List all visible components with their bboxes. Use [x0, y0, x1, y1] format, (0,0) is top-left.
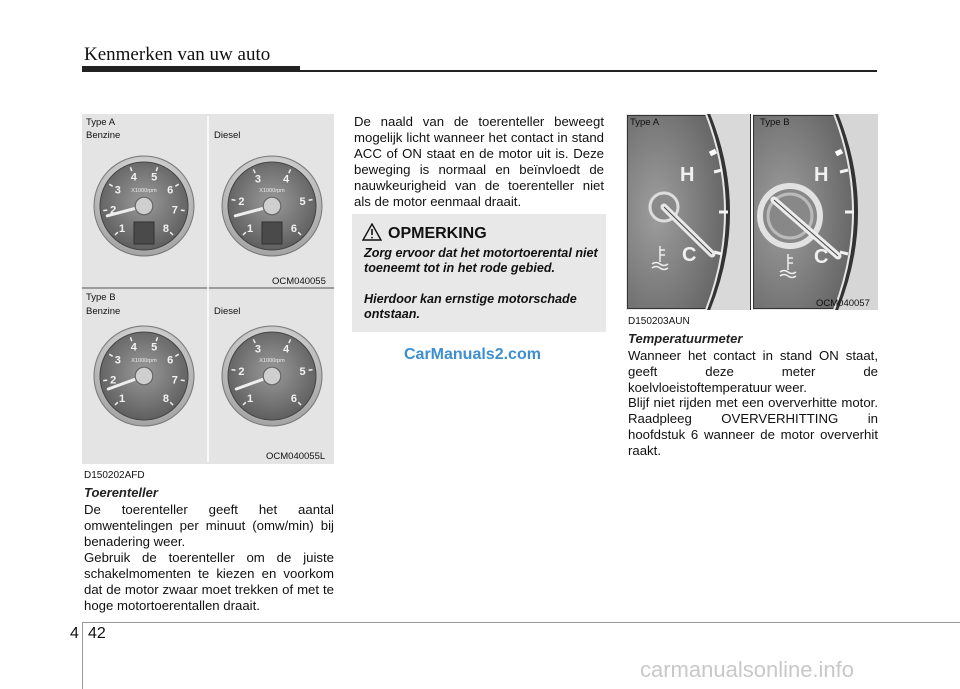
tachometer-paragraph-1: De toerenteller geeft het aantal omwentelingen per minuut (omw/min) bij benadering weer. [84, 502, 334, 549]
hot-marker-b: H [814, 164, 829, 186]
footer-watermark: carmanualsonline.info [640, 657, 855, 682]
dial-tick-label: 7 [171, 374, 178, 387]
dial-tick-label: 1 [119, 222, 126, 235]
dial-tick-label: 5 [299, 196, 306, 209]
dial-tick-label: 1 [119, 392, 126, 405]
tachometer-benzine-type-b [94, 326, 194, 426]
dial-tick-label: 1 [247, 222, 254, 235]
note-title: OPMERKING [388, 225, 487, 242]
temperature-gauge-illustration [626, 114, 878, 310]
section-title-temperature: Temperatuurmeter [628, 331, 743, 346]
cold-marker-a: C [682, 244, 697, 266]
dial-tick-label: 1 [247, 392, 254, 405]
needle-movement-paragraph: De naald van de toerenteller beweegt mogelijk licht wanneer het contact in stand ACC of ON staat en de motor uit is. Deze beweging is normaal en beïnvloedt de nauwkeurigheid van de toerenteller niet als de motor eenmaal draait. [354, 114, 604, 209]
figure-code-temp: OCM040057 [816, 298, 870, 309]
temp-type-b-label: Type B [760, 117, 790, 128]
benzine-label-b: Benzine [86, 306, 121, 317]
dial-tick-label: 2 [110, 204, 117, 217]
dial-tick-label: 8 [162, 222, 169, 235]
dial-tick-label: 3 [254, 173, 261, 186]
dial-tick-label: 5 [299, 366, 306, 379]
type-a-label: Type A [86, 117, 116, 128]
footer-rule [82, 622, 960, 623]
dial-tick-label: 3 [114, 184, 121, 197]
dial-tick-label: 8 [162, 392, 169, 405]
section-code-tachometer: D150202AFD [84, 470, 145, 481]
cold-marker-b: C [814, 246, 829, 268]
tachometer-paragraph-2: Gebruik de toerenteller om de juiste schakelmomenten te kiezen en voorkom dat de motor zwaar moet trekken of met te hoge motortoerentallen draait. [84, 550, 334, 613]
dial-tick-label: 2 [238, 366, 245, 379]
dial-tick-label: 7 [171, 204, 178, 217]
dial-tick-label: 4 [130, 171, 137, 184]
section-title-tachometer: Toerenteller [84, 485, 158, 500]
page-number: 42 [88, 625, 106, 642]
dial-tick-label: 4 [283, 343, 290, 356]
note-box [352, 214, 606, 332]
warning-triangle-icon [362, 223, 382, 241]
hot-marker-a: H [680, 164, 695, 186]
temperature-gauge-figure [626, 114, 878, 310]
figure-code-b: OCM040055L [266, 451, 326, 462]
temp-type-a-label: Type A [630, 117, 660, 128]
section-code-temperature: D150203AUN [628, 316, 690, 327]
dial-tick-label: 4 [130, 341, 137, 354]
note-text-2: Hierdoor kan ernstige motorschade ontstaan. [364, 292, 577, 321]
temperature-paragraph-1: Wanneer het contact in stand ON staat, geeft deze meter de koelvloeistoftemperatuur weer. [628, 348, 878, 395]
footer-vertical-rule [82, 622, 83, 689]
header-bar [82, 66, 300, 72]
dial-unit-label: X1000rpm [259, 187, 285, 194]
dial-tick-label: 6 [290, 222, 297, 235]
dial-tick-label: 6 [167, 184, 174, 197]
tachometer-illustration [82, 114, 334, 464]
temperature-paragraph-2: Blijf niet rijden met een oververhitte motor. Raadpleeg OVERVERHITTING in hoofdstuk 6 wanneer de motor oververhit raakt. [628, 395, 878, 458]
dial-tick-label: 2 [238, 196, 245, 209]
site-watermark: CarManuals2.com [404, 346, 541, 363]
chapter-number: 4 [70, 625, 79, 642]
dial-tick-label: 5 [151, 171, 158, 184]
dial-unit-label: X1000rpm [259, 357, 285, 364]
dial-tick-label: 3 [254, 343, 261, 356]
note-text-1: Zorg ervoor dat het motortoerental niet toeneemt tot in het rode gebied. [364, 246, 598, 275]
dial-tick-label: 6 [167, 354, 174, 367]
header-rule [300, 70, 877, 72]
diesel-label-a: Diesel [214, 130, 241, 141]
dial-tick-label: 3 [114, 354, 121, 367]
dial-unit-label: X1000rpm [131, 187, 157, 194]
dial-unit-label: X1000rpm [131, 357, 157, 364]
tachometer-diesel-type-b [222, 326, 322, 426]
dial-tick-label: 6 [290, 392, 297, 405]
dial-tick-label: 5 [151, 341, 158, 354]
diesel-label-b: Diesel [214, 306, 241, 317]
dial-tick-label: 2 [110, 374, 117, 387]
dial-tick-label: 4 [283, 173, 290, 186]
type-b-label: Type B [86, 292, 116, 303]
page-header-title: Kenmerken van uw auto [84, 44, 271, 65]
figure-code-a: OCM040055 [272, 276, 326, 287]
benzine-label-a: Benzine [86, 130, 121, 141]
tachometer-figure [82, 114, 334, 464]
